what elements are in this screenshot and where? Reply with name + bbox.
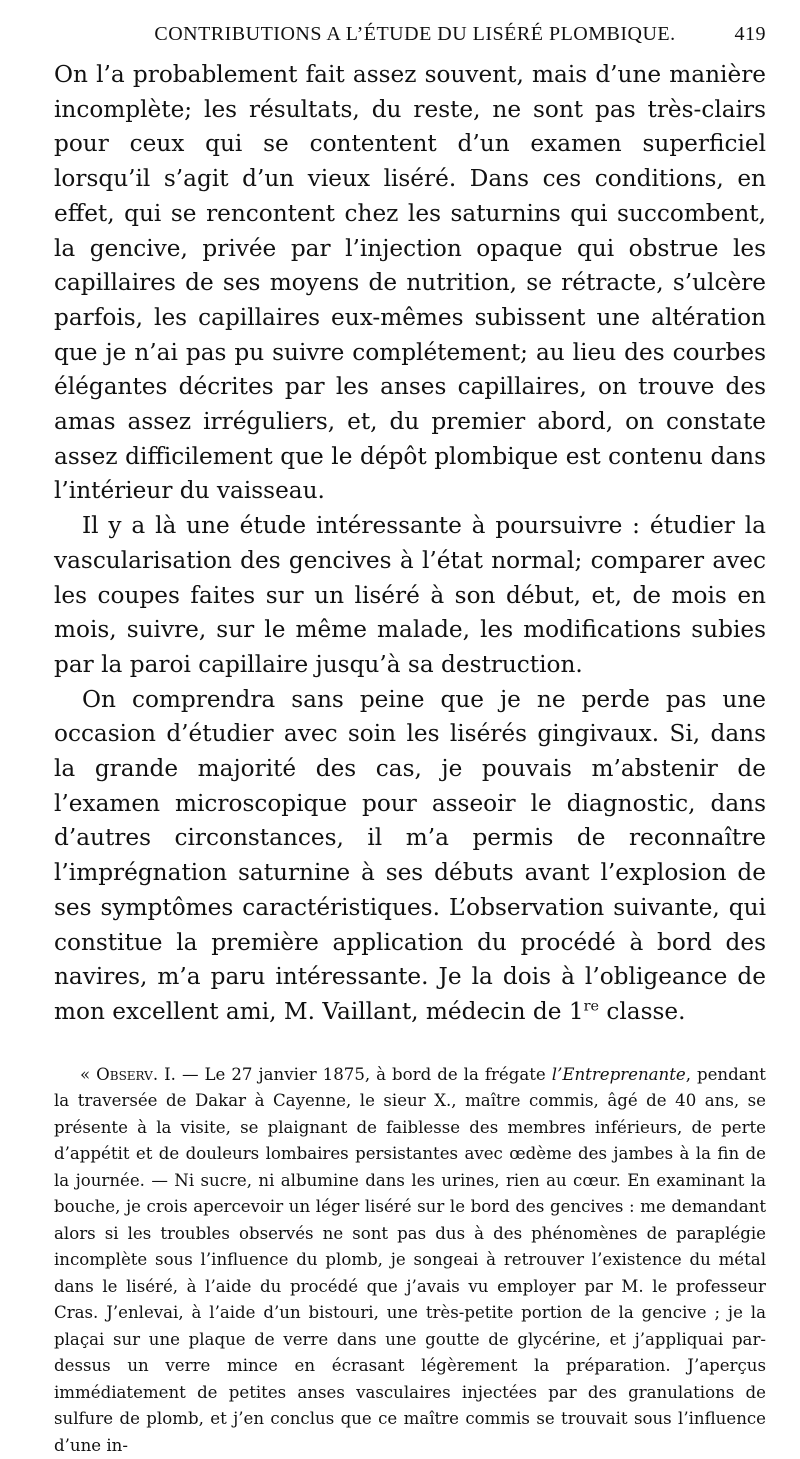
observation-text-2: , pendant la traversée de Dakar à Cayenne, le sieur X., maître commis, âgé de 40 ans, se présente à la visite, se plaignant de faiblesse des membres inférieurs, de perte d’appétit et de douleurs lombaires persistantes avec œdème des jambes à la fin de la journée. — Ni sucre, ni albumine dans les urines, rien au cœur. En examinant la bouche, je crois apercevoir un léger liséré sur le bord des gencives : me demandant alors si les troubles observés ne sont pas dus à des phénomènes de paraplégie incomplète sous l’influence du plomb, je songeai à retrouver l’existence du métal dans le liséré, à l’aide du procédé que j’avais vu employer par M. le professeur Cras. J’enlevai, à l’aide d’un bistouri, une très-petite portion de la gencive ; je la plaçai sur une plaque de verre dans une goutte de glycérine, et j’appliquai par-dessus un verre mince en écrasant légèrement la préparation. J’aperçus immédiatement de petites anses vasculaires injectées par des granulations de sulfure de plomb, et j’en conclus que ce maître commis se trouvait sous l’influence d’une in- bbox=[54, 1064, 766, 1455]
paragraph-1: On l’a probablement fait assez souvent, mais d’une manière incomplète; les résultats, du reste, ne sont pas très-clairs pour ceux qui se contentent d’un examen superficiel lorsqu’il s’agit d’un vieux liséré. Dans ces conditions, en effet, qui se rencontent chez les saturnins qui succombent, la gencive, privée par l’injection opaque qui obstrue les capillaires de ses moyens de nutrition, se rétracte, s’ulcère parfois, les capillaires eux-mêmes subissent une altération que je n’ai pas pu suivre complétement; au lieu des courbes élégantes décrites par les anses capillaires, on trouve des amas assez irréguliers, et, du premier abord, on constate assez difficilement que le dépôt plombique est contenu dans l’intérieur du vaisseau. bbox=[54, 61, 766, 505]
book-page bbox=[54, 14, 766, 1459]
ordinal-number: 1 bbox=[568, 997, 584, 1025]
running-head bbox=[54, 14, 766, 54]
observation-open-quote: « bbox=[80, 1064, 97, 1084]
ordinal-suffix: re bbox=[583, 998, 599, 1015]
running-title: CONTRIBUTIONS A L’ÉTUDE DU LISÉRÉ PLOMBIQUE. bbox=[154, 23, 676, 45]
observation-note bbox=[54, 1062, 766, 1459]
paragraph-3 bbox=[54, 683, 766, 1030]
ship-name: l’Entreprenante bbox=[551, 1064, 686, 1084]
paragraph-3-end: classe. bbox=[598, 997, 686, 1025]
observation-text-1: — Le 27 janvier 1875, à bord de la frégate bbox=[175, 1064, 552, 1084]
observation-label: Observ. I. bbox=[96, 1064, 176, 1084]
paragraph-3-text: On comprendra sans peine que je ne perde pas une occasion d’étudier avec soin les lisérés gingivaux. Si, dans la grande majorité des cas, je pouvais m’abstenir de l’examen microscopique pour asseoir le diagnostic, dans d’autres circonstances, il m’a permis de reconnaître l’imprégnation saturnine à ses débuts avant l’explosion de ses symptômes caractéristiques. L’observation suivante, qui constitue la première application du procédé à bord des navires, m’a paru intéressante. Je la dois à l’obligeance de mon excellent ami, M. Vaillant, médecin de bbox=[54, 685, 766, 1025]
paragraph-2: Il y a là une étude intéressante à poursuivre : étudier la vascularisation des gencives à l’état normal; comparer avec les coupes faites sur un liséré à son début, et, de mois en mois, suivre, sur le même malade, les modifications subies par la paroi capillaire jusqu’à sa destruction. bbox=[54, 512, 766, 678]
page-number: 419 bbox=[734, 23, 766, 45]
